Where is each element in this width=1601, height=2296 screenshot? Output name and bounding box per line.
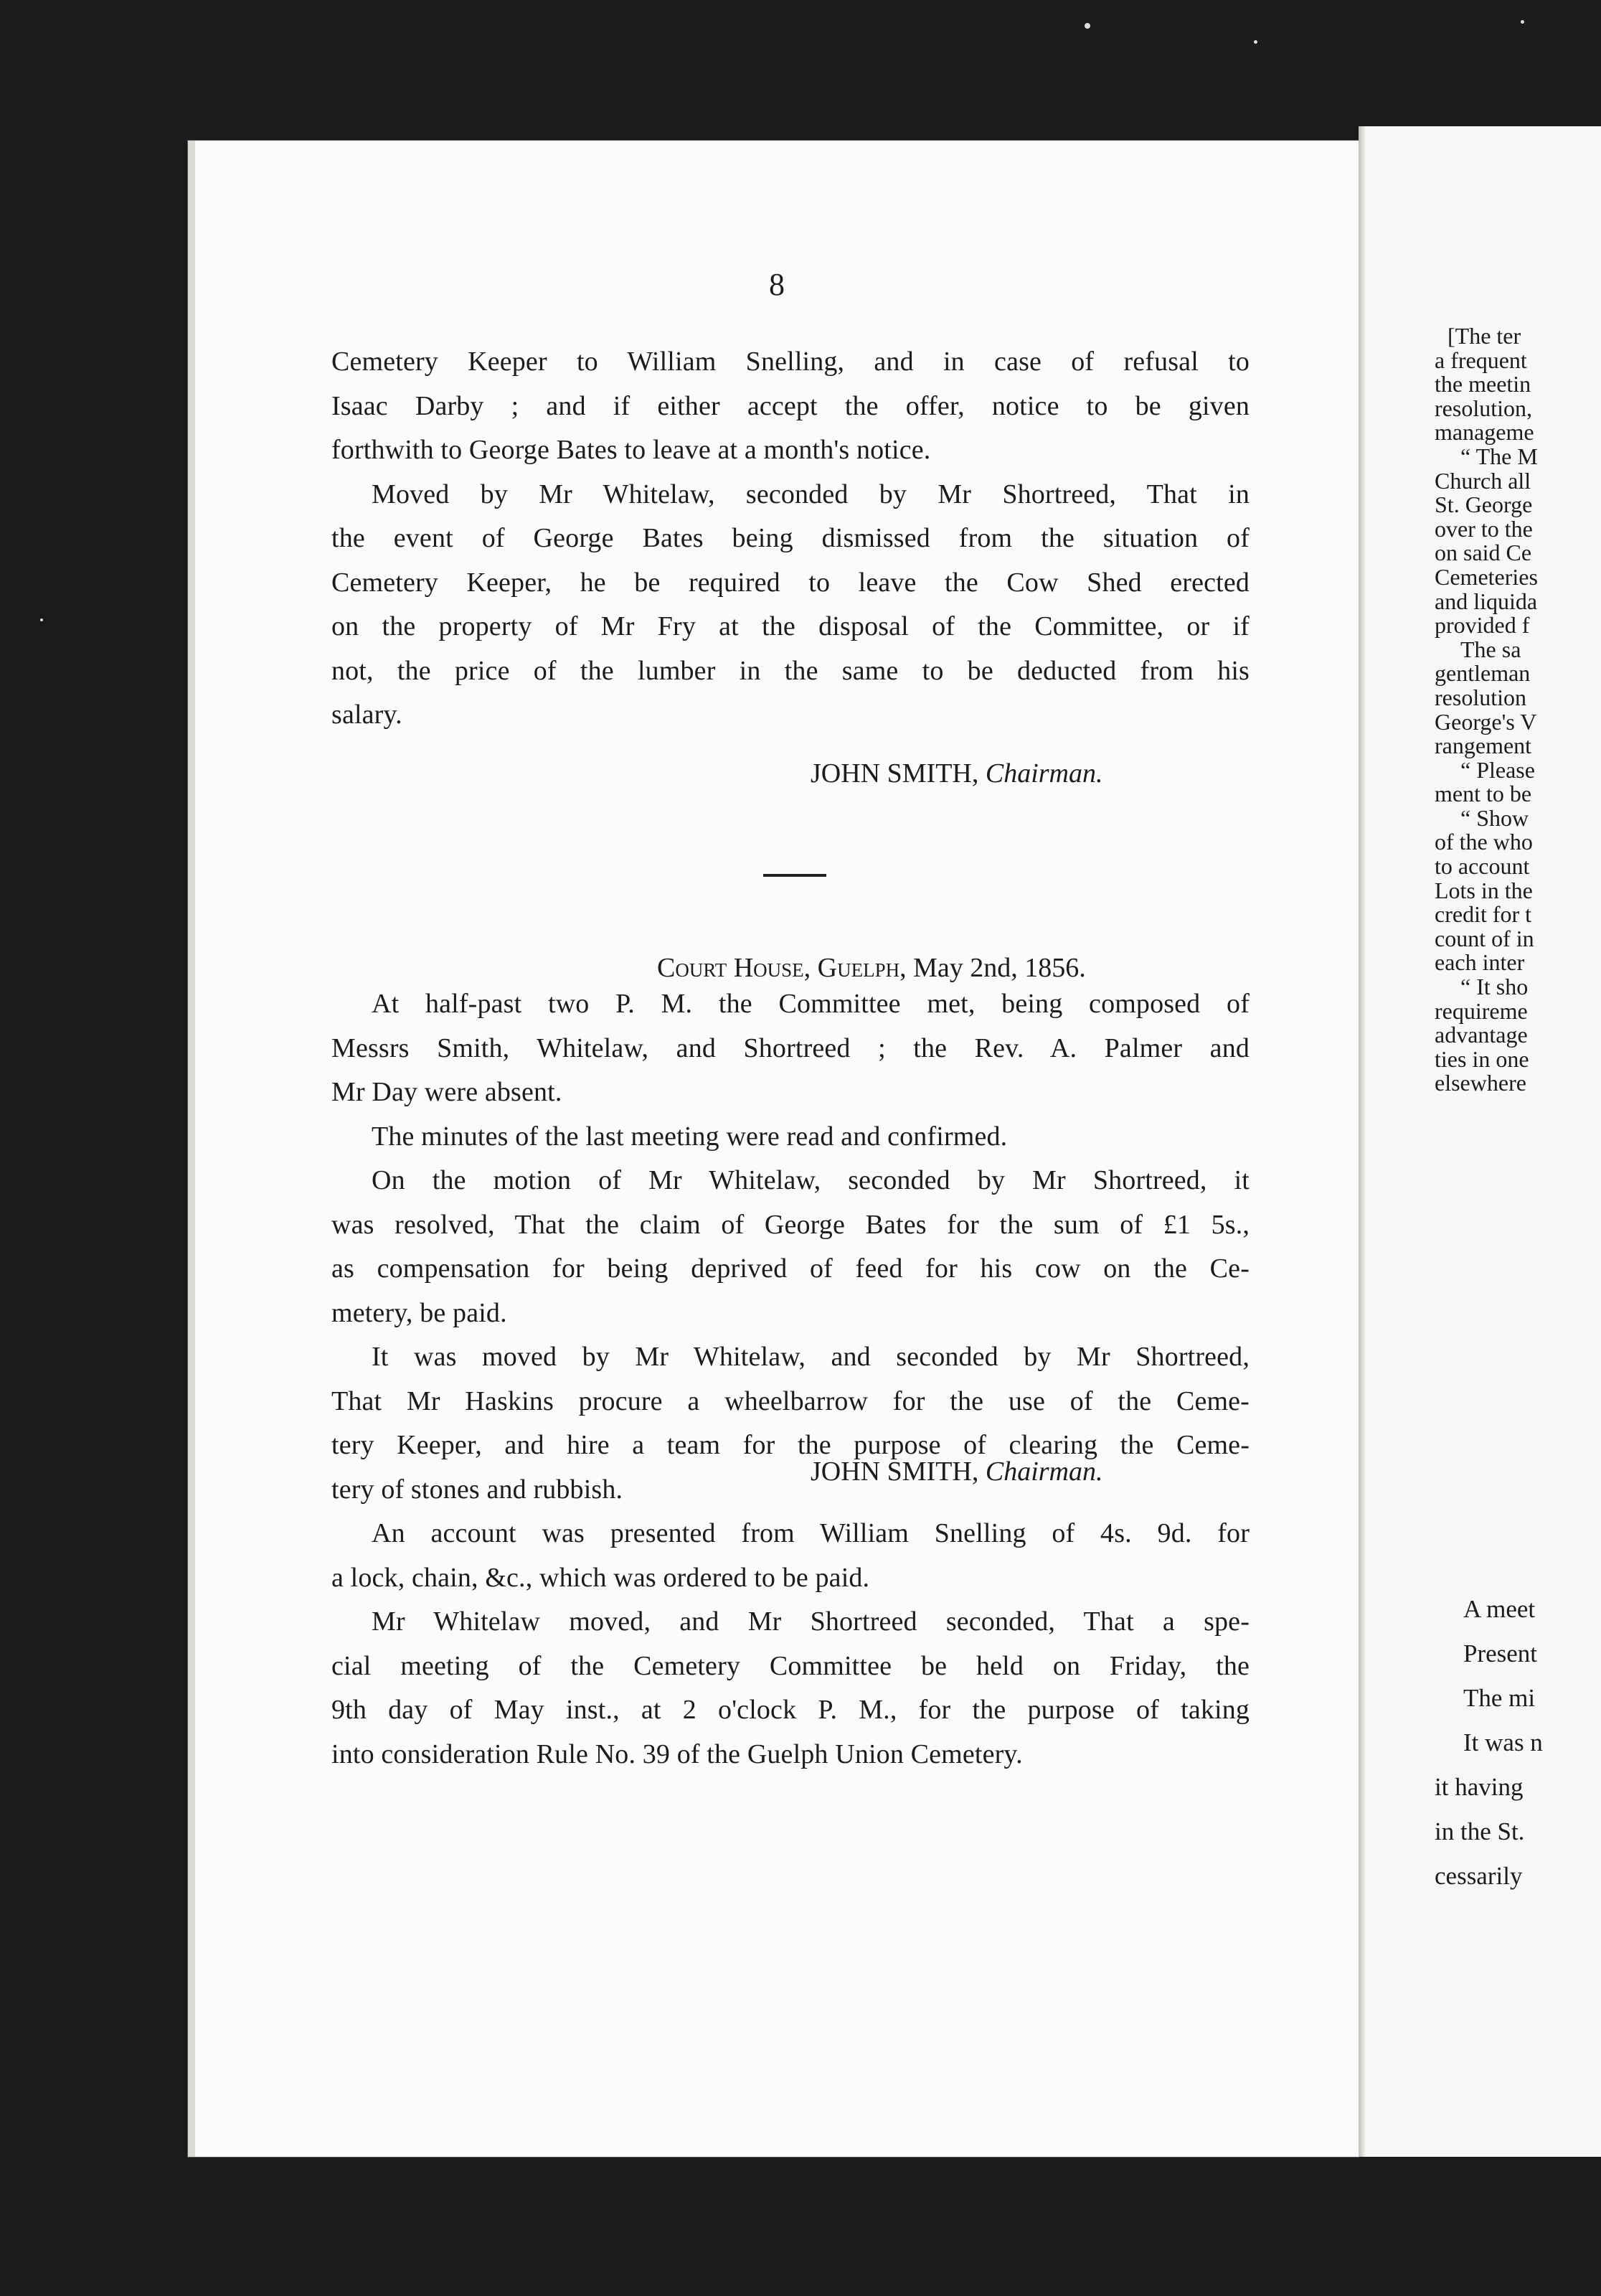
text-line: into consideration Rule No. 39 of the Guelph Union Cemetery. <box>331 1739 1023 1769</box>
text-line: the event of George Bates being dismissed from the situation of <box>331 523 1250 553</box>
text-line: manageme <box>1435 419 1534 446</box>
text-line: forthwith to George Bates to leave at a month's notice. <box>331 435 931 465</box>
text-line: to account <box>1435 853 1530 880</box>
text-line: rangement <box>1435 733 1532 759</box>
text-line: and liquida <box>1435 588 1538 614</box>
text-line: each inter <box>1435 949 1525 976</box>
text-line: Mr Day were absent. <box>331 1077 562 1107</box>
text-line: ment to be <box>1435 781 1532 807</box>
text-line: Present <box>1463 1639 1538 1667</box>
text-line: cessarily <box>1435 1862 1523 1890</box>
signature-name: JOHN SMITH, <box>811 1457 979 1487</box>
text-line: 9th day of May inst., at 2 o'clock P. M., for the purpose of taking <box>331 1695 1250 1725</box>
signature-2 <box>811 1456 1103 1487</box>
dateline-date: May 2nd, 1856. <box>913 953 1086 983</box>
text-line: cial meeting of the Cemetery Committee be held on Friday, the <box>331 1650 1250 1681</box>
speck <box>40 618 43 621</box>
section-divider <box>763 874 826 877</box>
text-line: “ It sho <box>1460 974 1529 1000</box>
text-line: Mr Whitelaw moved, and Mr Shortreed seconded, That a spe- <box>372 1606 1250 1637</box>
text-line: resolution, <box>1435 395 1532 421</box>
page-number: 8 <box>769 267 785 302</box>
text-line: Cemeteries <box>1435 563 1538 590</box>
text-line: At half-past two P. M. the Committee met, being composed of <box>372 989 1250 1019</box>
signature-1 <box>811 758 1103 789</box>
text-line: resolution <box>1435 684 1526 710</box>
text-line: over to the <box>1435 515 1533 542</box>
text-line: count of in <box>1435 925 1534 951</box>
text-line: George's V <box>1435 708 1537 735</box>
text-line: salary. <box>331 700 402 730</box>
text-line: ties in one <box>1435 1045 1529 1072</box>
text-line: “ Please <box>1460 756 1535 783</box>
text-line: was resolved, That the claim of George Bates for the sum of £1 5s., <box>331 1209 1250 1240</box>
text-line: advantage <box>1435 1022 1528 1048</box>
text-line: Moved by Mr Whitelaw, seconded by Mr Shortreed, That in <box>372 479 1250 509</box>
text-line: gentleman <box>1435 660 1531 687</box>
text-line: The minutes of the last meeting were read and confirmed. <box>372 1121 1008 1152</box>
text-line: Church all <box>1435 467 1531 494</box>
text-line: Messrs Smith, Whitelaw, and Shortreed ; the Rev. A. Palmer and <box>331 1032 1250 1063</box>
dateline-place: Court House, Guelph, <box>657 953 907 983</box>
text-line: tery of stones and rubbish. <box>331 1474 623 1505</box>
text-line: “ The M <box>1460 443 1538 469</box>
text-line: not, the price of the lumber in the same to be deducted from his <box>331 655 1250 686</box>
text-line: credit for t <box>1435 901 1532 928</box>
speck <box>1521 20 1524 24</box>
dateline <box>657 952 1086 984</box>
text-line: That Mr Haskins procure a wheelbarrow for the use of the Ceme- <box>331 1385 1250 1416</box>
text-line: metery, be paid. <box>331 1297 507 1328</box>
text-line: The sa <box>1460 636 1521 662</box>
text-line: Cemetery Keeper, he be required to leave the Cow Shed erected <box>331 567 1250 598</box>
text-line: A meet <box>1463 1595 1536 1623</box>
page-fold <box>1359 126 1366 2157</box>
text-line: Isaac Darby ; and if either accept the offer, notice to be given <box>331 390 1250 421</box>
text-line: a lock, chain, &c., which was ordered to be paid. <box>331 1562 870 1593</box>
text-line: as compensation for being deprived of feed for his cow on the Ce- <box>331 1253 1250 1284</box>
text-line: [The ter <box>1447 323 1521 349</box>
text-line: “ Show <box>1460 804 1529 831</box>
signature-name: JOHN SMITH, <box>811 758 979 789</box>
text-line: in the St. <box>1435 1817 1525 1845</box>
text-line: provided f <box>1435 612 1530 639</box>
speck <box>1085 23 1090 29</box>
minutes-block-2 <box>331 982 1250 1777</box>
text-line: elsewhere <box>1435 1070 1526 1096</box>
right-page-column-2 <box>1435 1593 1543 1893</box>
text-line: The mi <box>1463 1684 1536 1712</box>
text-line: Lots in the <box>1435 877 1533 903</box>
signature-role: Chairman. <box>985 758 1103 789</box>
text-line: on said Ce <box>1435 540 1532 566</box>
right-page-column-1 <box>1435 324 1538 1096</box>
text-line: tery Keeper, and hire a team for the purpose of clearing the Ceme- <box>331 1430 1250 1460</box>
text-line: Cemetery Keeper to William Snelling, and in case of refusal to <box>331 347 1250 377</box>
text-line: of the who <box>1435 829 1533 855</box>
text-line: it having <box>1435 1773 1524 1801</box>
text-line: It was n <box>1463 1728 1543 1756</box>
text-line: St. George <box>1435 491 1533 518</box>
text-line: An account was presented from William Snelling of 4s. 9d. for <box>372 1518 1250 1548</box>
text-line: on the property of Mr Fry at the disposal of the Committee, or if <box>331 611 1250 641</box>
text-line: a frequent <box>1435 347 1527 373</box>
speck <box>1254 40 1257 44</box>
signature-role: Chairman. <box>985 1457 1103 1487</box>
text-line: It was moved by Mr Whitelaw, and seconded by Mr Shortreed, <box>372 1342 1250 1372</box>
minutes-block-1 <box>331 340 1250 738</box>
text-line: On the motion of Mr Whitelaw, seconded by Mr Shortreed, it <box>372 1165 1250 1195</box>
text-line: requireme <box>1435 997 1528 1024</box>
text-line: the meetin <box>1435 371 1531 397</box>
